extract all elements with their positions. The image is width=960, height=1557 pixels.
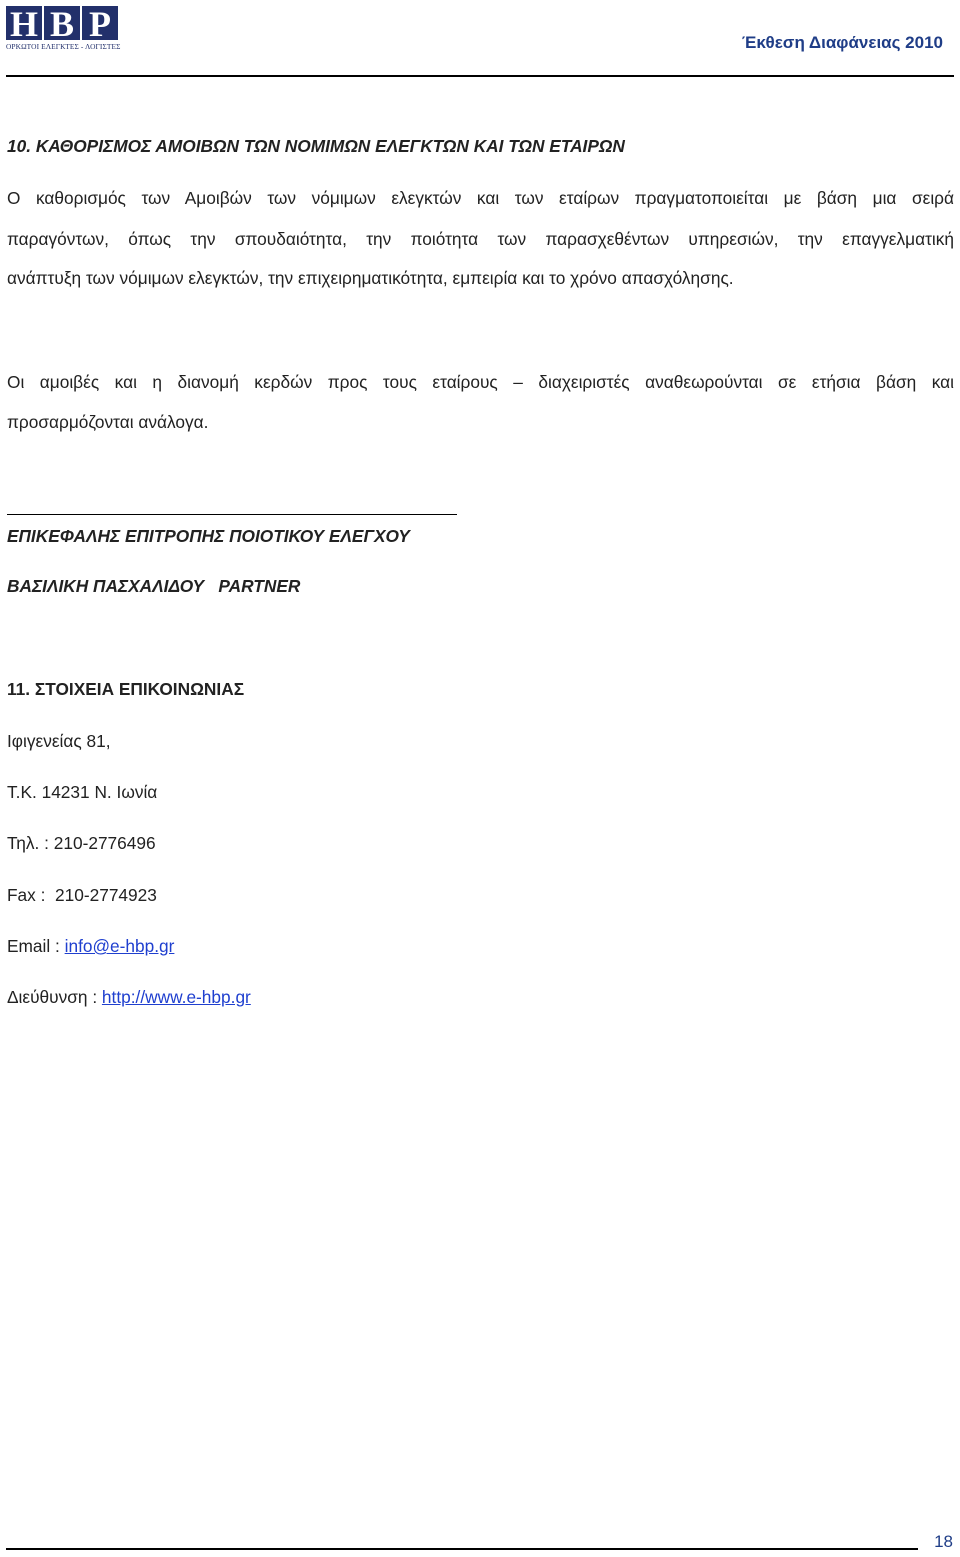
logo-tagline: ΟΡΚΩΤΟΙ ΕΛΕΓΚΤΕΣ - ΛΟΓΙΣΤΕΣ [6,42,121,51]
section-10-heading: 10. ΚΑΘΟΡΙΣΜΟΣ ΑΜΟΙΒΩΝ ΤΩΝ ΝΟΜΙΜΩΝ ΕΛΕΓΚΤΩΝ ΚΑΙ ΤΩΝ ΕΤΑΙΡΩΝ [7,136,625,156]
footer-divider [6,1548,918,1550]
contact-web-row [7,987,251,1007]
signature-line [7,514,457,515]
hbp-logo [6,4,121,51]
paragraph-2-line-1: Οι αμοιβές και η διανομή κερδών προς τους εταίρους – διαχειριστές αναθεωρούνται σε ετήσια βάση και [7,372,954,392]
paragraph-2-line-2: προσαρμόζονται ανάλογα. [7,412,209,432]
email-label: Email : [7,936,65,956]
header-divider [6,75,954,77]
paragraph-1-line-3: ανάπτυξη των νόμιμων ελεγκτών, την επιχειρηματικότητα, εμπειρία και το χρόνο απασχόλησης. [7,268,734,288]
email-link[interactable]: info@e-hbp.gr [64,936,175,956]
report-title: Έκθεση Διαφάνειας 2010 [741,33,943,52]
website-link[interactable]: http://www.e-hbp.gr [101,987,251,1007]
contact-email-row [7,936,174,956]
page-number: 18 [934,1532,953,1551]
logo-letter-h: H [6,6,42,40]
web-label: Διεύθυνση : [7,987,102,1007]
paragraph-1-line-1: Ο καθορισμός των Αμοιβών των νόμιμων ελεγκτών και των εταίρων πραγματοποιείται με βάση μια σειρά [7,188,954,208]
contact-address: Ιφιγενείας 81, [7,731,111,751]
contact-phone: Τηλ. : 210-2776496 [7,833,156,853]
signature-name: ΒΑΣΙΛΙΚΗ ΠΑΣΧΑΛΙΔΟΥ PARTNER [7,576,301,596]
logo-letters [6,4,118,44]
logo-letter-b: B [44,6,80,40]
logo-letter-p: P [82,6,118,40]
section-11-heading: 11. ΣΤΟΙΧΕΙΑ ΕΠΙΚΟΙΝΩΝΙΑΣ [7,679,245,699]
paragraph-1-line-2: παραγόντων, όπως την σπουδαιότητα, την ποιότητα των παρασχεθέντων υπηρεσιών, την επαγγελματική [7,229,954,249]
contact-fax: Fax : 210-2774923 [7,885,157,905]
contact-postal: Τ.Κ. 14231 Ν. Ιωνία [7,782,158,802]
signature-title: ΕΠΙΚΕΦΑΛΗΣ ΕΠΙΤΡΟΠΗΣ ΠΟΙΟΤΙΚΟΥ ΕΛΕΓΧΟΥ [7,526,410,546]
